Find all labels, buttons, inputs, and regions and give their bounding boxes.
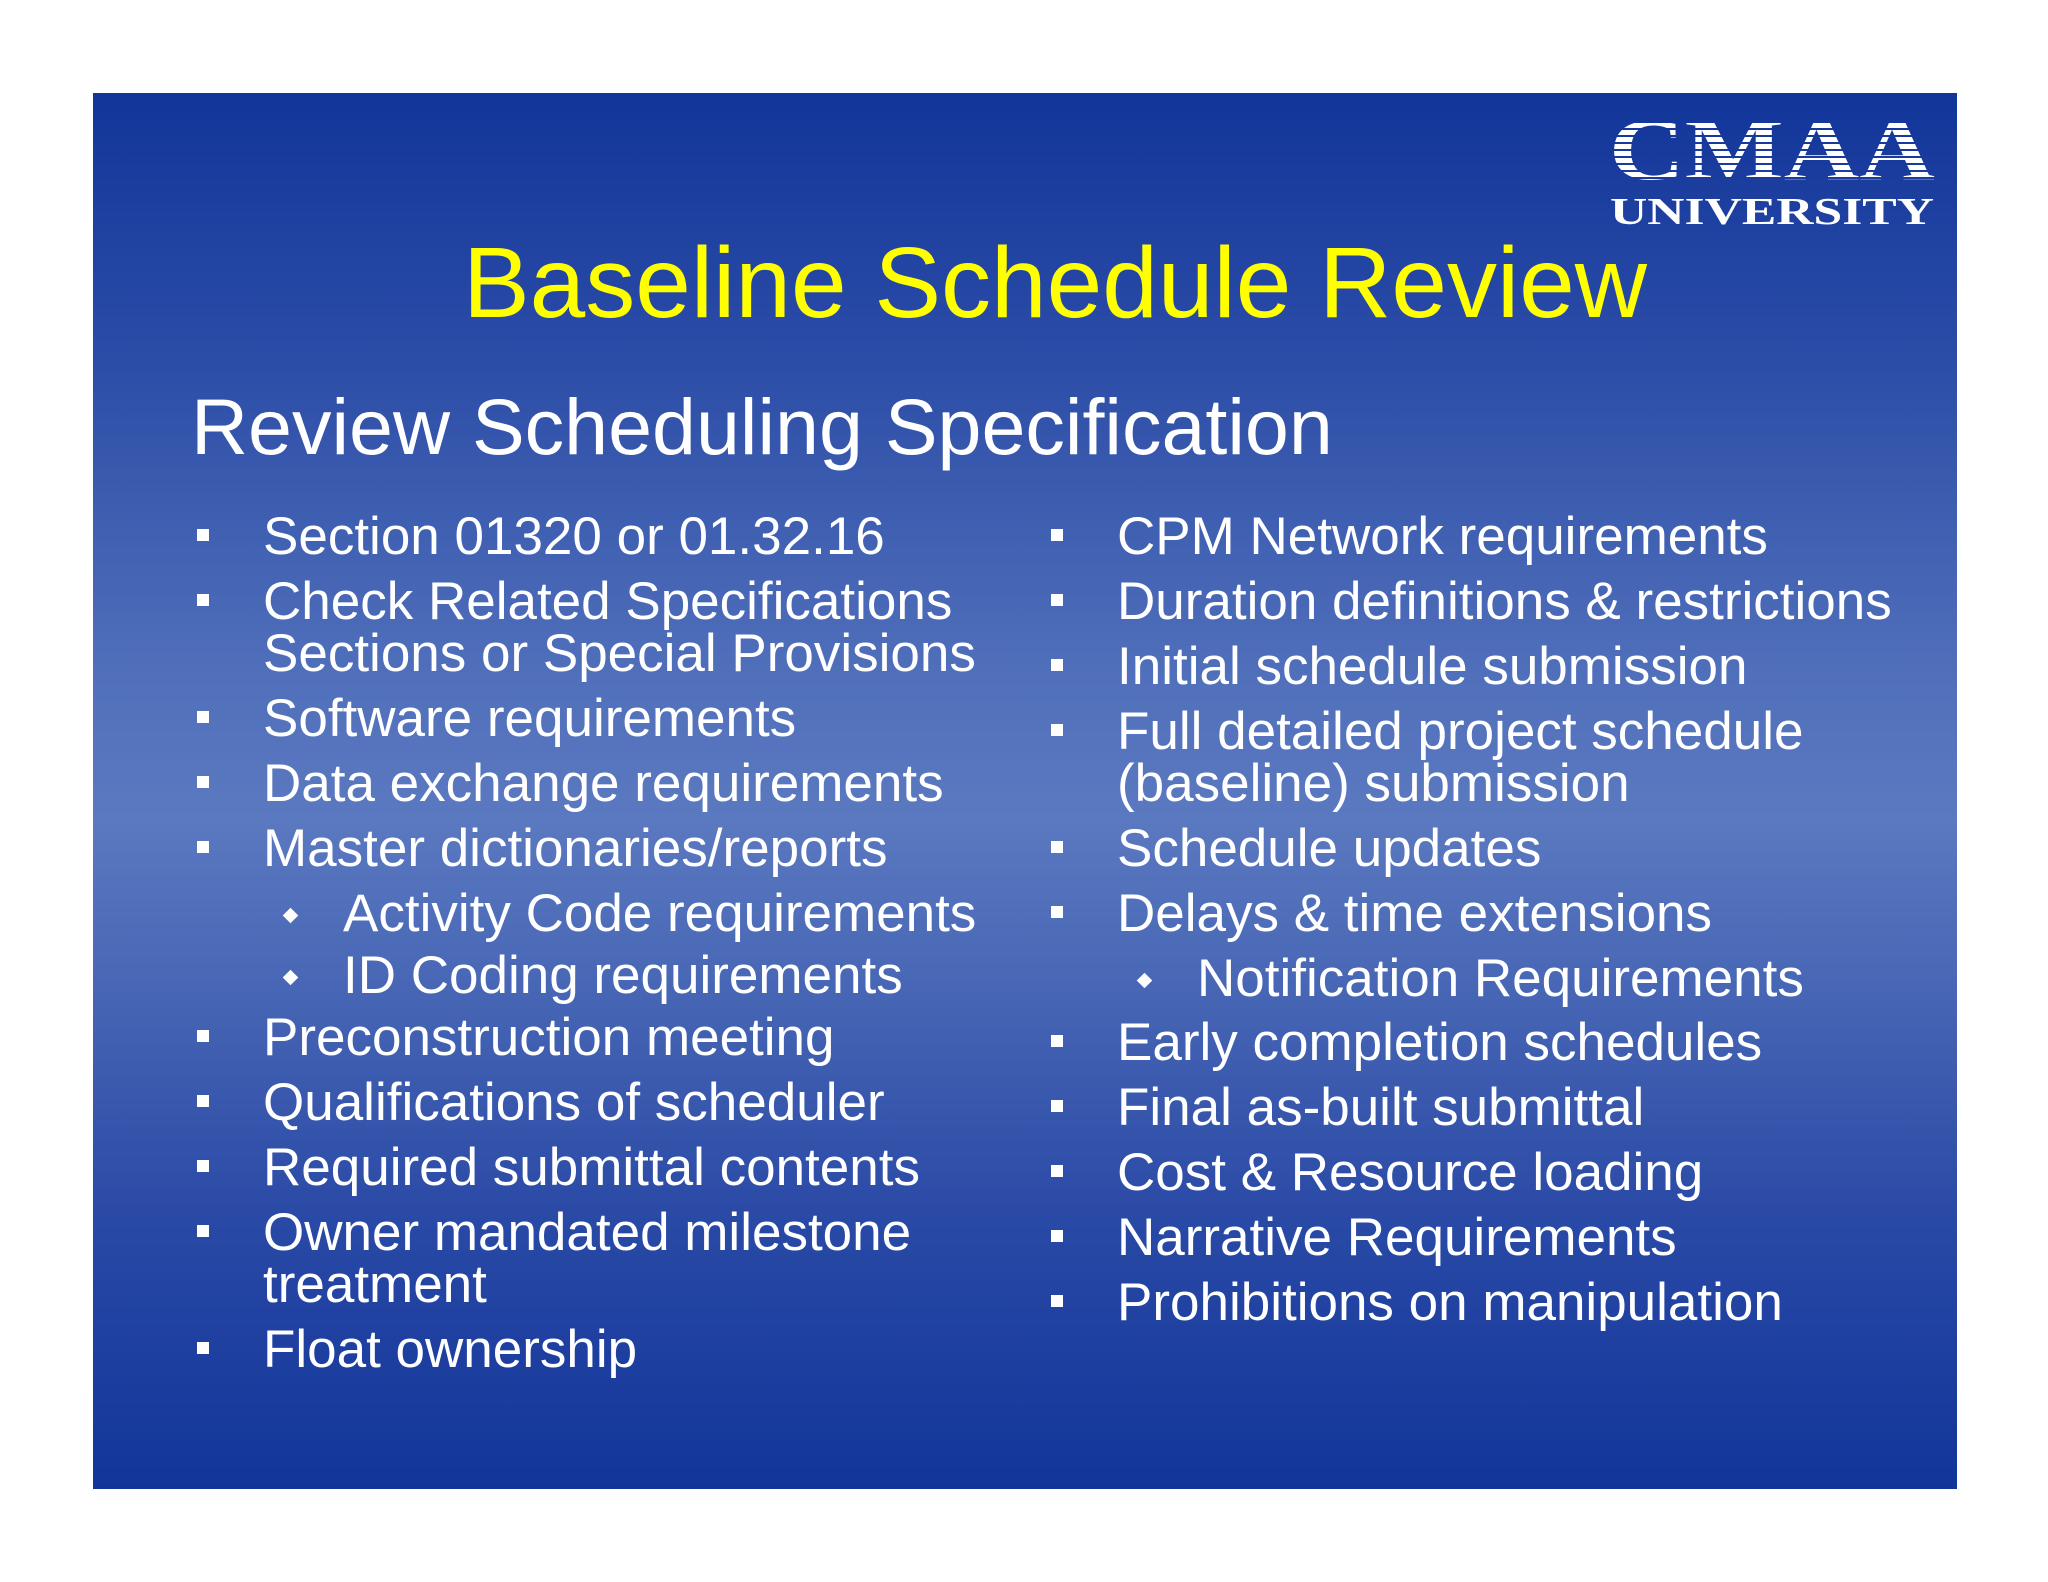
sub-list-item: Notification Requirements xyxy=(1045,953,1945,1005)
list-item: Early completion schedules xyxy=(1045,1017,1945,1069)
list-item: Owner mandated milestone treatment xyxy=(191,1207,1111,1311)
list-item: Data exchange requirements xyxy=(191,758,1111,810)
square-bullet-icon xyxy=(197,594,209,606)
square-bullet-icon xyxy=(197,776,209,788)
list-item: Prohibitions on manipulation xyxy=(1045,1277,1945,1329)
square-bullet-icon xyxy=(1051,1035,1063,1047)
slide xyxy=(93,93,1957,1489)
list-item: Cost & Resource loading xyxy=(1045,1147,1945,1199)
list-item: Master dictionaries/reports xyxy=(191,823,1111,875)
square-bullet-icon xyxy=(1051,1165,1063,1177)
left-bullet-list xyxy=(191,507,1111,1389)
square-bullet-icon xyxy=(1051,841,1063,853)
list-item: Qualifications of scheduler xyxy=(191,1077,1111,1129)
square-bullet-icon xyxy=(1051,594,1063,606)
right-bullet-list xyxy=(1045,507,1945,1342)
square-bullet-icon xyxy=(197,1030,209,1042)
list-item: CPM Network requirements xyxy=(1045,511,1945,563)
diamond-bullet-icon xyxy=(283,970,299,986)
list-item: Section 01320 or 01.32.16 xyxy=(191,511,1111,563)
square-bullet-icon xyxy=(197,1095,209,1107)
list-item: Float ownership xyxy=(191,1324,1111,1376)
square-bullet-icon xyxy=(197,1225,209,1237)
diamond-bullet-icon xyxy=(283,908,299,924)
diamond-bullet-icon xyxy=(1137,973,1153,989)
list-item: Schedule updates xyxy=(1045,823,1945,875)
slide-title: Baseline Schedule Review xyxy=(462,227,1648,339)
list-item: Full detailed project schedule (baseline) submission xyxy=(1045,706,1945,810)
slide-subtitle: Review Scheduling Specification xyxy=(191,382,1333,471)
square-bullet-icon xyxy=(1051,659,1063,671)
square-bullet-icon xyxy=(197,529,209,541)
square-bullet-icon xyxy=(1051,529,1063,541)
cmaa-university-logo xyxy=(1607,109,1937,234)
list-item: Final as-built submittal xyxy=(1045,1082,1945,1134)
square-bullet-icon xyxy=(1051,724,1063,736)
list-item: Initial schedule submission xyxy=(1045,641,1945,693)
sub-list-item: Activity Code requirements xyxy=(191,888,1111,940)
square-bullet-icon xyxy=(1051,1295,1063,1307)
logo-subtext: UNIVERSITY xyxy=(1610,191,1934,233)
square-bullet-icon xyxy=(197,841,209,853)
list-item: Software requirements xyxy=(191,693,1111,745)
square-bullet-icon xyxy=(1051,1230,1063,1242)
list-item: Required submittal contents xyxy=(191,1142,1111,1194)
list-item: Narrative Requirements xyxy=(1045,1212,1945,1264)
list-item: Check Related Specifications Sections or Special Provisions xyxy=(191,576,1111,680)
square-bullet-icon xyxy=(197,1160,209,1172)
list-item: Duration definitions & restrictions xyxy=(1045,576,1945,628)
square-bullet-icon xyxy=(1051,906,1063,918)
square-bullet-icon xyxy=(197,1342,209,1354)
logo-wordmark: CMAA xyxy=(1609,109,1935,199)
list-item: Delays & time extensions xyxy=(1045,888,1945,940)
list-item: Preconstruction meeting xyxy=(191,1012,1111,1064)
square-bullet-icon xyxy=(197,711,209,723)
sub-list-item: ID Coding requirements xyxy=(191,950,1111,1002)
square-bullet-icon xyxy=(1051,1100,1063,1112)
